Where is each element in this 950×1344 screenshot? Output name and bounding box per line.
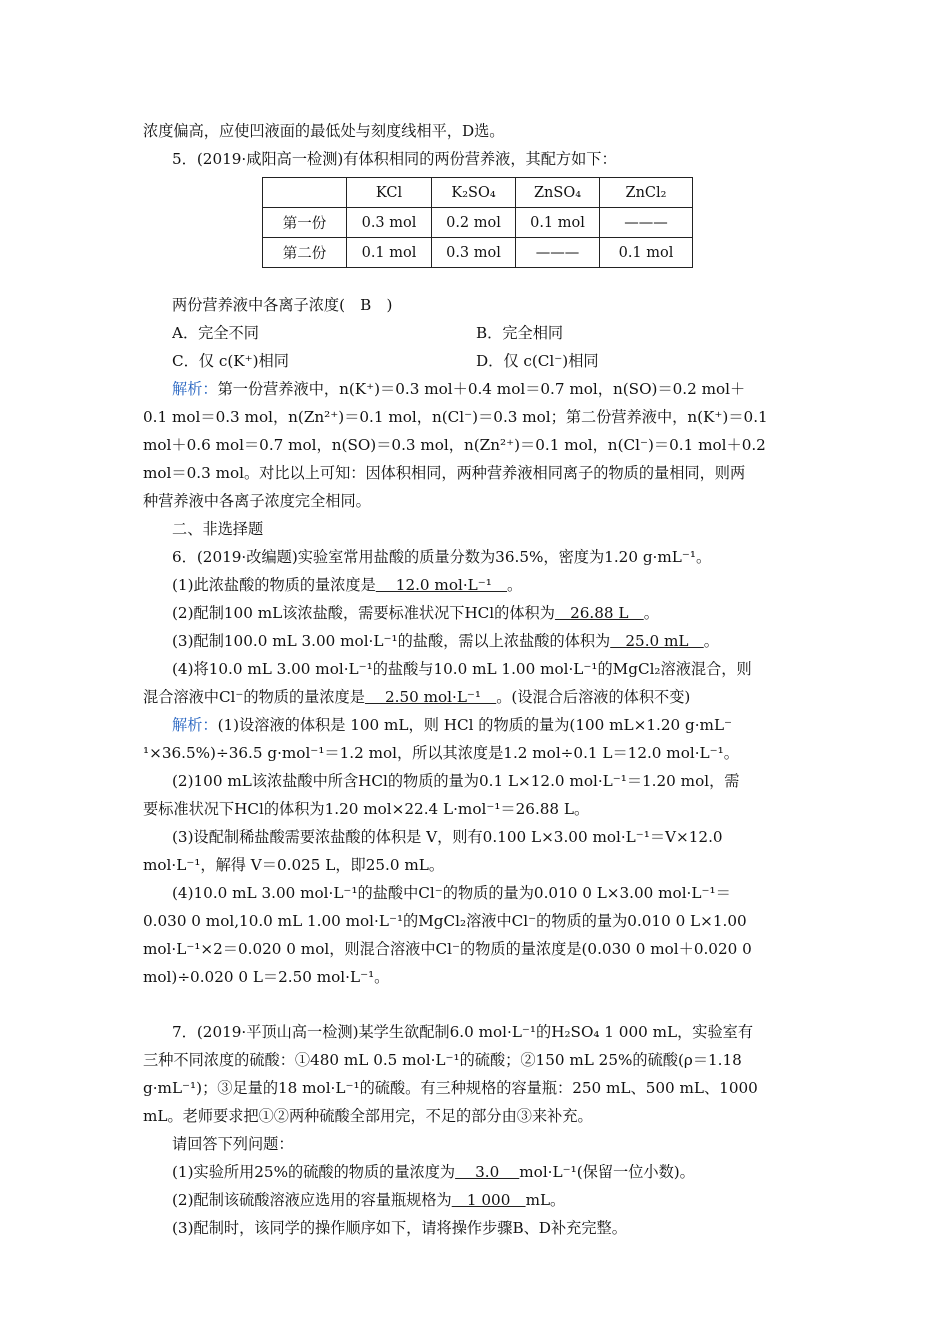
analysis-label: 解析： xyxy=(172,380,218,398)
question-text: (2)配制100 mL该浓盐酸，需要标准状况下HCl的体积为 xyxy=(172,604,555,622)
question-text: mL。 xyxy=(525,1191,566,1209)
question-text: (1)此浓盐酸的物质的量浓度是 xyxy=(172,576,376,594)
question-5: 5．(2019·咸阳高一检测)有体积相同的两份营养液，其配方如下： xyxy=(172,150,617,168)
table-cell: 0.1 mol xyxy=(600,238,693,268)
table-cell: 0.3 mol xyxy=(432,238,516,268)
question-6: 6．(2019·改编题)实验室常用盐酸的质量分数为36.5%，密度为1.20 g·mL⁻¹。 xyxy=(172,548,712,566)
question-line xyxy=(172,575,807,595)
question-5-stem: 两份营养液中各离子浓度( B ) xyxy=(172,296,393,314)
question-line xyxy=(172,1162,807,1182)
analysis-label: 解析： xyxy=(172,716,218,734)
question-line xyxy=(172,603,807,623)
option-c: C．仅 c(K⁺)相同 xyxy=(172,352,289,370)
question-line: (3)配制时，该同学的操作顺序如下，请将操作步骤B、D补充完整。 xyxy=(172,1219,627,1237)
analysis-text: (1)设溶液的体积是 100 mL，则 HCl 的物质的量为(100 mL×1.20 g·mL⁻ xyxy=(217,716,733,734)
answer-blank: 3.0 xyxy=(455,1163,520,1181)
table-cell: 第二份 xyxy=(263,238,347,268)
table-cell: ——— xyxy=(600,208,693,238)
analysis-line: 0.1 mol＝0.3 mol，n(Zn²⁺)＝0.1 mol，n(Cl⁻)＝0.3 mol；第二份营养液中，n(K⁺)＝0.1 xyxy=(143,408,768,426)
analysis-line: 种营养液中各离子浓度完全相同。 xyxy=(143,492,371,510)
answer-blank: 26.88 L xyxy=(554,604,644,622)
table-cell: 0.1 mol xyxy=(347,238,432,268)
table-cell: 第一份 xyxy=(263,208,347,238)
analysis-line xyxy=(172,715,807,735)
option-d: D．仅 c(Cl⁻)相同 xyxy=(476,352,599,370)
nutrient-table xyxy=(262,177,693,268)
analysis-line: 0.030 0 mol,10.0 mL 1.00 mol·L⁻¹的MgCl₂溶液中Cl⁻的物质的量为0.010 0 L×1.00 xyxy=(143,912,747,930)
question-text: (1)实验所用25%的硫酸的物质的量浓度为 xyxy=(172,1163,456,1181)
question-line: g·mL⁻¹)；③足量的18 mol·L⁻¹的硫酸。有三种规格的容量瓶：250 mL、500 mL、1000 xyxy=(143,1079,758,1097)
table-cell: ZnCl₂ xyxy=(600,178,693,208)
analysis-line: (2)100 mL该浓盐酸中所含HCl的物质的量为0.1 L×12.0 mol·L⁻¹＝1.20 mol，需 xyxy=(172,772,740,790)
question-7: 7．(2019·平顶山高一检测)某学生欲配制6.0 mol·L⁻¹的H₂SO₄ 1 000 mL，实验室有 xyxy=(172,1023,754,1041)
analysis-line: ¹×36.5%)÷36.5 g·mol⁻¹＝1.2 mol，所以其浓度是1.2 mol÷0.1 L＝12.0 mol·L⁻¹。 xyxy=(143,744,739,762)
question-text: 混合溶液中Cl⁻的物质的量浓度是 xyxy=(143,688,365,706)
table-cell xyxy=(263,178,347,208)
analysis-line: (3)设配制稀盐酸需要浓盐酸的体积是 V，则有0.100 L×3.00 mol·L⁻¹＝V×12.0 xyxy=(172,828,723,846)
analysis-line: mol·L⁻¹，解得 V＝0.025 L，即25.0 mL。 xyxy=(143,856,445,874)
answer-blank: 2.50 mol·L⁻¹ xyxy=(364,688,497,706)
question-line xyxy=(172,1190,807,1210)
table-cell: 0.2 mol xyxy=(432,208,516,238)
question-text: (3)配制100.0 mL 3.00 mol·L⁻¹的盐酸，需以上浓盐酸的体积为 xyxy=(172,632,611,650)
question-line xyxy=(143,687,807,707)
table-cell: KCl xyxy=(347,178,432,208)
options-row xyxy=(172,351,807,371)
analysis-line: mol·L⁻¹×2＝0.020 0 mol，则混合溶液中Cl⁻的物质的量浓度是(0.030 0 mol＋0.020 0 xyxy=(143,940,752,958)
analysis-line: 要标准状况下HCl的体积为1.20 mol×22.4 L·mol⁻¹＝26.88 L。 xyxy=(143,800,590,818)
analysis-line: mol＋0.6 mol＝0.7 mol，n(SO)＝0.3 mol，n(Zn²⁺)＝0.1 mol，n(Cl⁻)＝0.1 mol＋0.2 xyxy=(143,436,766,454)
question-line: mL。老师要求把①②两种硫酸全部用完，不足的部分由③来补充。 xyxy=(143,1107,593,1125)
table-cell: 0.1 mol xyxy=(516,208,600,238)
text-line: 浓度偏高，应使凹液面的最低处与刻度线相平，D选。 xyxy=(143,122,505,140)
question-text: 。 xyxy=(703,632,719,650)
table-cell: ZnSO₄ xyxy=(516,178,600,208)
table-header-row xyxy=(263,178,693,208)
table-row xyxy=(263,238,693,268)
options-row xyxy=(172,323,807,343)
table-row xyxy=(263,208,693,238)
analysis-line xyxy=(172,379,807,399)
answer-blank: 12.0 mol·L⁻¹ xyxy=(375,576,508,594)
question-line: 三种不同浓度的硫酸：①480 mL 0.5 mol·L⁻¹的硫酸；②150 mL 25%的硫酸(ρ＝1.18 xyxy=(143,1051,742,1069)
question-text: mol·L⁻¹(保留一位小数)。 xyxy=(519,1163,695,1181)
table-cell: 0.3 mol xyxy=(347,208,432,238)
section-heading: 二、非选择题 xyxy=(172,520,264,538)
answer-blank: 1 000 xyxy=(451,1191,526,1209)
analysis-line: (4)10.0 mL 3.00 mol·L⁻¹的盐酸中Cl⁻的物质的量为0.010 0 L×3.00 mol·L⁻¹＝ xyxy=(172,884,731,902)
question-text: (2)配制该硫酸溶液应选用的容量瓶规格为 xyxy=(172,1191,452,1209)
answer-blank: 25.0 mL xyxy=(610,632,704,650)
question-line xyxy=(172,631,807,651)
table-cell: ——— xyxy=(516,238,600,268)
table-cell: K₂SO₄ xyxy=(432,178,516,208)
analysis-line: mol＝0.3 mol。对比以上可知：因体积相同，两种营养液相同离子的物质的量相同，则两 xyxy=(143,464,746,482)
option-a: A．完全不同 xyxy=(172,324,259,342)
question-text: 。 xyxy=(643,604,659,622)
question-text: 。 xyxy=(507,576,523,594)
question-text: 。(设混合后溶液的体积不变) xyxy=(496,688,691,706)
option-b: B．完全相同 xyxy=(476,324,564,342)
question-line: (4)将10.0 mL 3.00 mol·L⁻¹的盐酸与10.0 mL 1.00 mol·L⁻¹的MgCl₂溶液混合，则 xyxy=(172,660,752,678)
analysis-text: 第一份营养液中，n(K⁺)＝0.3 mol＋0.4 mol＝0.7 mol，n(SO)＝0.2 mol＋ xyxy=(217,380,746,398)
analysis-line: mol)÷0.020 0 L＝2.50 mol·L⁻¹。 xyxy=(143,968,390,986)
question-line: 请回答下列问题： xyxy=(172,1135,294,1153)
